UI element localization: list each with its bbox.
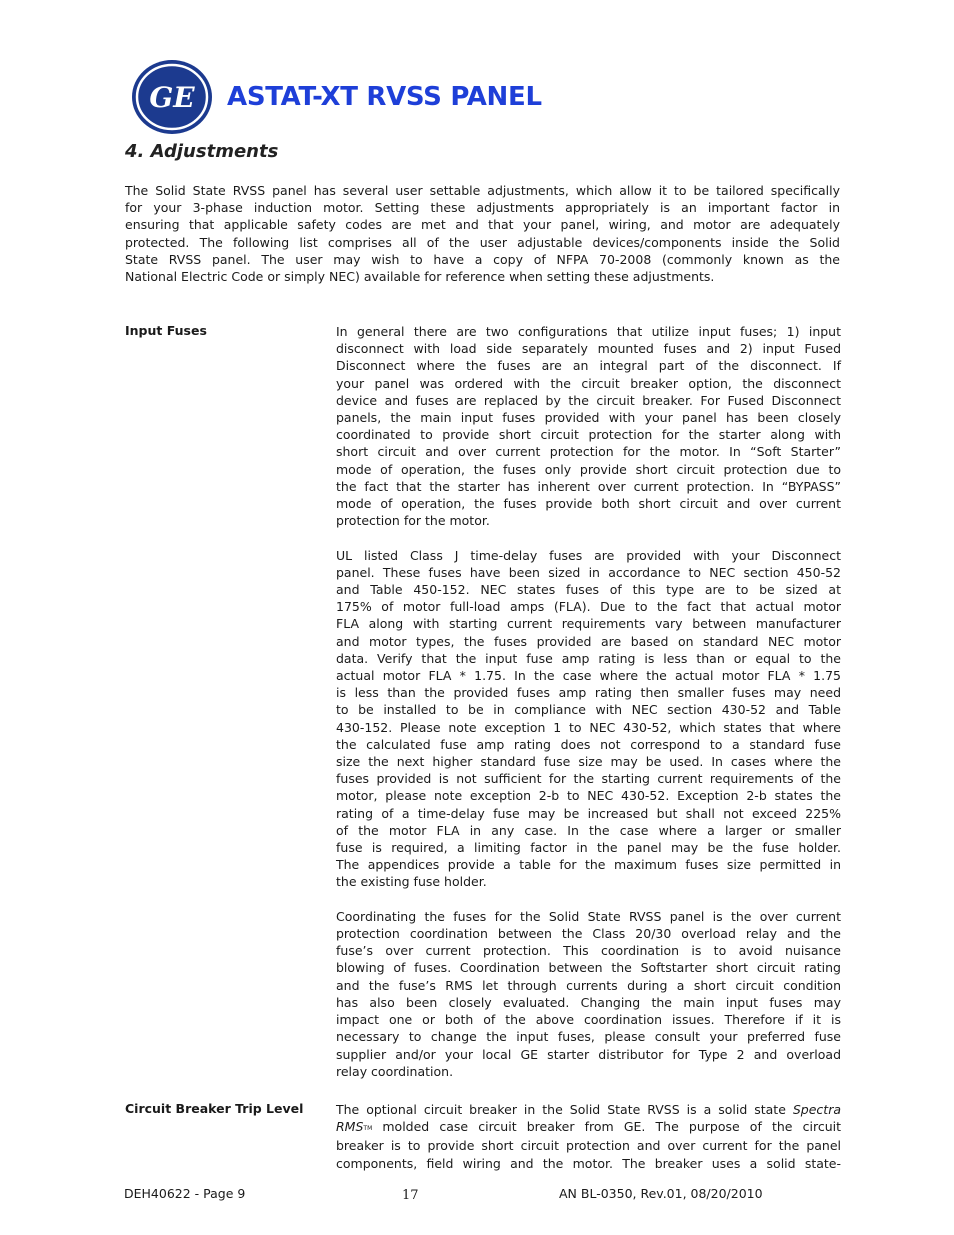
text-line: device and fuses are replaced by the circuit breaker. For Fused Disconnect xyxy=(336,392,841,408)
text-line: size the next higher standard fuse size may be used. In cases where the xyxy=(336,754,841,770)
text-line: impact one or both of the above coordination issues. Therefore if it is xyxy=(336,1012,841,1028)
rms-italic: RMS xyxy=(336,1119,364,1135)
text-line: UL listed Class J time-delay fuses are provided with your Disconnect xyxy=(336,547,841,563)
text-line: actual motor FLA * 1.75. In the case where the actual motor FLA * 1.75 xyxy=(336,668,841,684)
spectra-italic: Spectra xyxy=(792,1102,841,1117)
text-line: In general there are two configurations that utilize input fuses; 1) input xyxy=(336,324,841,339)
footer-page-number: 17 xyxy=(402,1188,419,1203)
text-line: Disconnect where the fuses are an integral part of the disconnect. If xyxy=(336,358,841,374)
text-line: and motor types, the fuses provided are based on standard NEC motor xyxy=(336,633,841,649)
text-line: and Table 450-152. NEC states fuses of this type are to be sized at xyxy=(336,582,841,598)
text-run: The optional circuit breaker in the Solid State RVSS is a solid state xyxy=(336,1102,793,1117)
text-line: rating of a time-delay fuse may be increased but shall not exceed 225% xyxy=(336,805,841,821)
text-line: panel. These fuses have been sized in accordance to NEC section 450-52 xyxy=(336,564,841,580)
text-line: your panel was ordered with the circuit breaker option, the disconnect xyxy=(336,375,841,391)
text-line: The appendices provide a table for the maximum fuses size permitted in xyxy=(336,857,841,873)
text-line: the fact that the starter has inherent over current protection. In “BYPASS” xyxy=(336,478,841,494)
footer-doc-page: DEH40622 - Page 9 xyxy=(124,1186,246,1201)
text-line: motor, please note exception 2-b to NEC 430-52. Exception 2-b states the xyxy=(336,788,841,804)
text-line: panels, the main input fuses provided with your panel has been closely xyxy=(336,410,841,426)
input-fuses-body xyxy=(336,323,841,1097)
text-line: of the motor FLA in any case. In the case where a larger or smaller xyxy=(336,822,841,838)
circuit-breaker-body xyxy=(336,1101,841,1172)
text-line: blowing of fuses. Coordination between the Softstarter short circuit rating xyxy=(336,960,841,976)
text-line: protected. The following list comprises all of the user adjustable devices/components inside the Solid xyxy=(125,234,840,250)
text-line: mode of operation, the fuses only provide short circuit protection due to xyxy=(336,461,841,477)
text-line: disconnect with load side separately mounted fuses and 2) input Fused xyxy=(336,341,841,357)
text-line: 175% of motor full-load amps (FLA). Due to the fact that actual motor xyxy=(336,599,841,615)
text-line: supplier and/or your local GE starter distributor for Type 2 and overload xyxy=(336,1046,841,1062)
text-line: National Electric Code or simply NEC) available for reference when setting these adjustments. xyxy=(125,269,715,285)
ge-logo xyxy=(131,59,213,135)
text-line: 430-152. Please note exception 1 to NEC 430-52, which states that where xyxy=(336,719,841,735)
text-line: fuse’s over current protection. This coordination is to avoid nuisance xyxy=(336,943,841,959)
text-line: ensuring that applicable safety codes are met and that your panel, wiring, and motor are adequately xyxy=(125,217,840,233)
text-line: the calculated fuse amp rating does not correspond to a standard fuse xyxy=(336,736,841,752)
text-line: relay coordination. xyxy=(336,1063,454,1079)
text-line: mode of operation, the fuses provide both short circuit and over current xyxy=(336,496,841,512)
text-line: Coordinating the fuses for the Solid State RVSS panel is the over current xyxy=(336,908,841,924)
text-line: necessary to change the input fuses, please consult your preferred fuse xyxy=(336,1029,841,1045)
text-line: the existing fuse holder. xyxy=(336,874,487,890)
text-line: short circuit and over current protection for the motor. In “Soft Starter” xyxy=(336,444,841,460)
circuit-breaker-line xyxy=(336,1101,841,1118)
text-line: components, field wiring and the motor. The breaker uses a solid state- xyxy=(336,1155,841,1171)
text-line: is less than the provided fuses amp rating then smaller fuses may need xyxy=(336,685,841,701)
text-line: has also been closely evaluated. Changing the main input fuses may xyxy=(336,994,841,1010)
circuit-breaker-label: Circuit Breaker Trip Level xyxy=(125,1101,304,1116)
text-line: for your 3-phase induction motor. Setting these adjustments appropriately is an important factor in xyxy=(125,200,840,216)
text-line: to be installed to be in compliance with NEC section 430-52 and Table xyxy=(336,702,841,718)
input-fuses-paragraph-1 xyxy=(336,323,841,529)
text-line: and the fuse’s RMS let through currents during a short circuit condition xyxy=(336,977,841,993)
footer-revision: AN BL-0350, Rev.01, 08/20/2010 xyxy=(559,1186,763,1201)
circuit-breaker-line xyxy=(336,1118,841,1137)
input-fuses-paragraph-2 xyxy=(336,547,841,891)
intro-paragraph xyxy=(125,182,840,285)
text-line: FLA along with starting current requirements vary between manufacturer xyxy=(336,616,841,632)
text-run: molded case circuit breaker from GE. The purpose of the circuit xyxy=(372,1119,841,1135)
text-line: State RVSS panel. The user may wish to have a copy of NFPA 70-2008 (commonly known as the xyxy=(125,251,840,267)
ge-logo-text: GE xyxy=(149,81,195,114)
text-line: protection coordination between the Class 20/30 overload relay and the xyxy=(336,926,841,942)
text-line: fuses provided is not sufficient for the starting current requirements of the xyxy=(336,771,841,787)
input-fuses-paragraph-3 xyxy=(336,908,841,1080)
trademark-mark: TM xyxy=(363,1125,373,1133)
text-line: breaker is to provide short circuit protection and over current for the panel xyxy=(336,1138,841,1154)
text-line: data. Verify that the input fuse amp rating is less than or equal to the xyxy=(336,650,841,666)
text-line: The Solid State RVSS panel has several user settable adjustments, which allow it to be tailored specifically xyxy=(125,183,840,198)
circuit-breaker-rest xyxy=(336,1137,841,1171)
input-fuses-label: Input Fuses xyxy=(125,323,207,338)
text-line: coordinated to provide short circuit protection for the starter along with xyxy=(336,427,841,443)
text-line: fuse is required, a limiting factor in the panel may be the fuse holder. xyxy=(336,840,841,856)
document-title: ASTAT-XT RVSS PANEL xyxy=(227,82,542,112)
section-heading: 4. Adjustments xyxy=(125,141,279,162)
text-line: protection for the motor. xyxy=(336,513,490,529)
